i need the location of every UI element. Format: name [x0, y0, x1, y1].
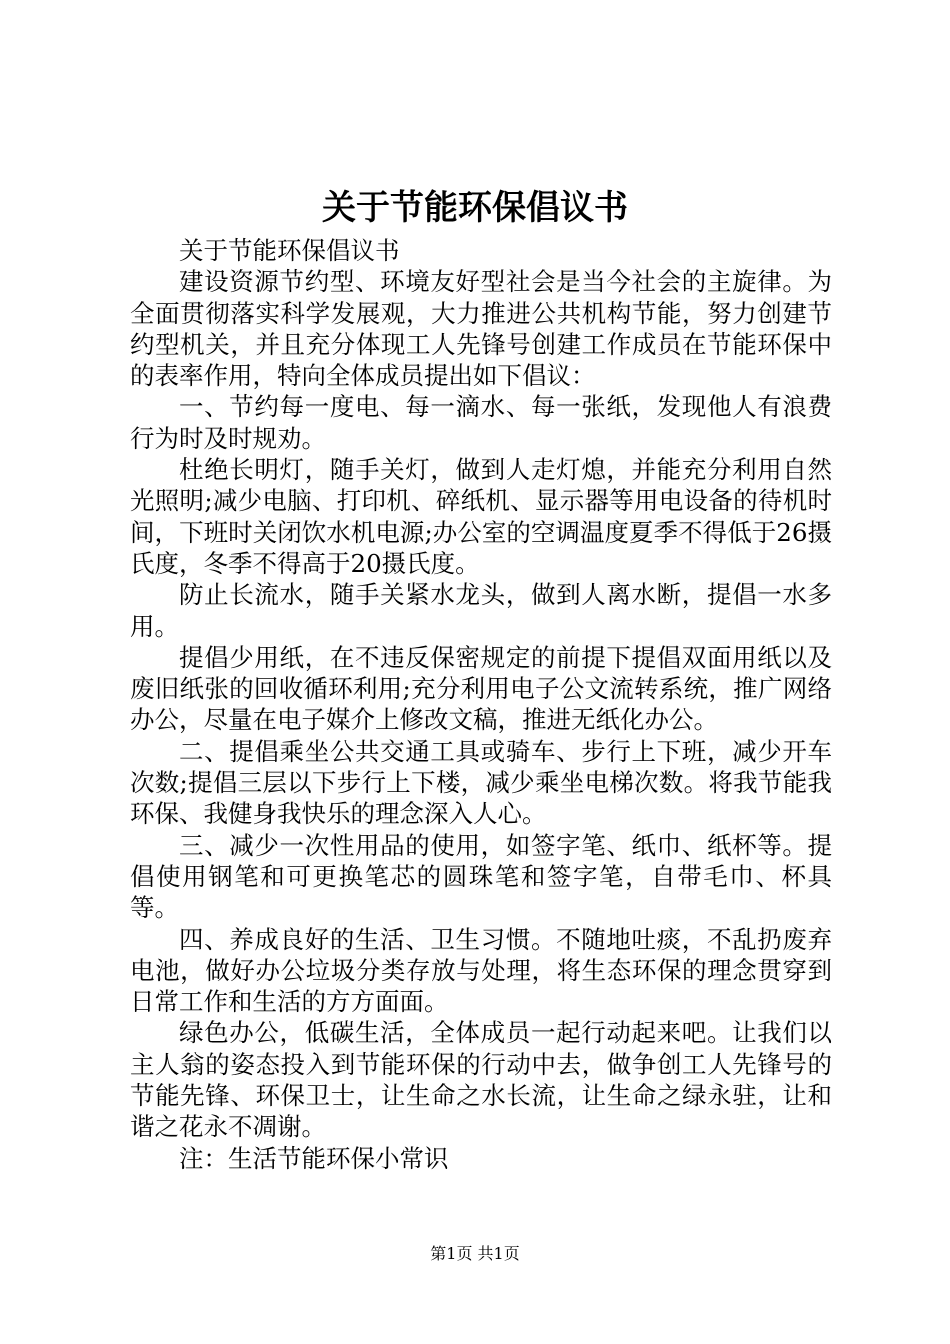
paragraph-item-1: 一、节约每一度电、每一滴水、每一张纸，发现他人有浪费行为时及时规劝。	[130, 392, 832, 453]
paragraph-closing: 绿色办公，低碳生活，全体成员一起行动起来吧。让我们以主人翁的姿态投入到节能环保的行动中去，做争创工人先锋号的节能先锋、环保卫士，让生命之水长流，让生命之绿永驻，让和谐之花永不凋谢。	[130, 1018, 832, 1142]
paragraph-item-3: 三、减少一次性用品的使用，如签字笔、纸巾、纸杯等。提倡使用钢笔和可更换笔芯的圆珠笔和签字笔，自带毛巾、杯具等。	[130, 830, 832, 923]
paragraph-water: 防止长流水，随手关紧水龙头，做到人离水断，提倡一水多用。	[130, 580, 832, 641]
paragraph-subtitle: 关于节能环保倡议书	[179, 236, 400, 265]
paragraph-paper: 提倡少用纸，在不违反保密规定的前提下提倡双面用纸以及废旧纸张的回收循环利用;充分利用电子公文流转系统，推广网络办公，尽量在电子媒介上修改文稿，推进无纸化办公。	[130, 642, 832, 735]
paragraph-note: 注：生活节能环保小常识	[179, 1143, 449, 1173]
document-body	[130, 235, 832, 1174]
paragraph-item-2: 二、提倡乘坐公共交通工具或骑车、步行上下班，减少开车次数;提倡三层以下步行上下楼，减少乘坐电梯次数。将我节能我环保、我健身我快乐的理念深入人心。	[130, 736, 832, 829]
paragraph-lighting: 杜绝长明灯，随手关灯，做到人走灯熄，并能充分利用自然光照明;减少电脑、打印机、碎纸机、显示器等用电设备的待机时间，下班时关闭饮水机电源;办公室的空调温度夏季不得低于26摄氏度，冬季不得高于20摄氏度。	[130, 455, 832, 578]
paragraph-item-4: 四、养成良好的生活、卫生习惯。不随地吐痰，不乱扔废弃电池，做好办公垃圾分类存放与处理，将生态环保的理念贯穿到日常工作和生活的方方面面。	[130, 924, 832, 1017]
paragraph-intro: 建设资源节约型、环境友好型社会是当今社会的主旋律。为全面贯彻落实科学发展观，大力推进公共机构节能，努力创建节约型机关，并且充分体现工人先锋号创建工作成员在节能环保中的表率作用，特向全体成员提出如下倡议：	[130, 267, 832, 391]
document-title: 关于节能环保倡议书	[322, 188, 628, 228]
page-footer: 第1页 共1页	[430, 1244, 520, 1263]
